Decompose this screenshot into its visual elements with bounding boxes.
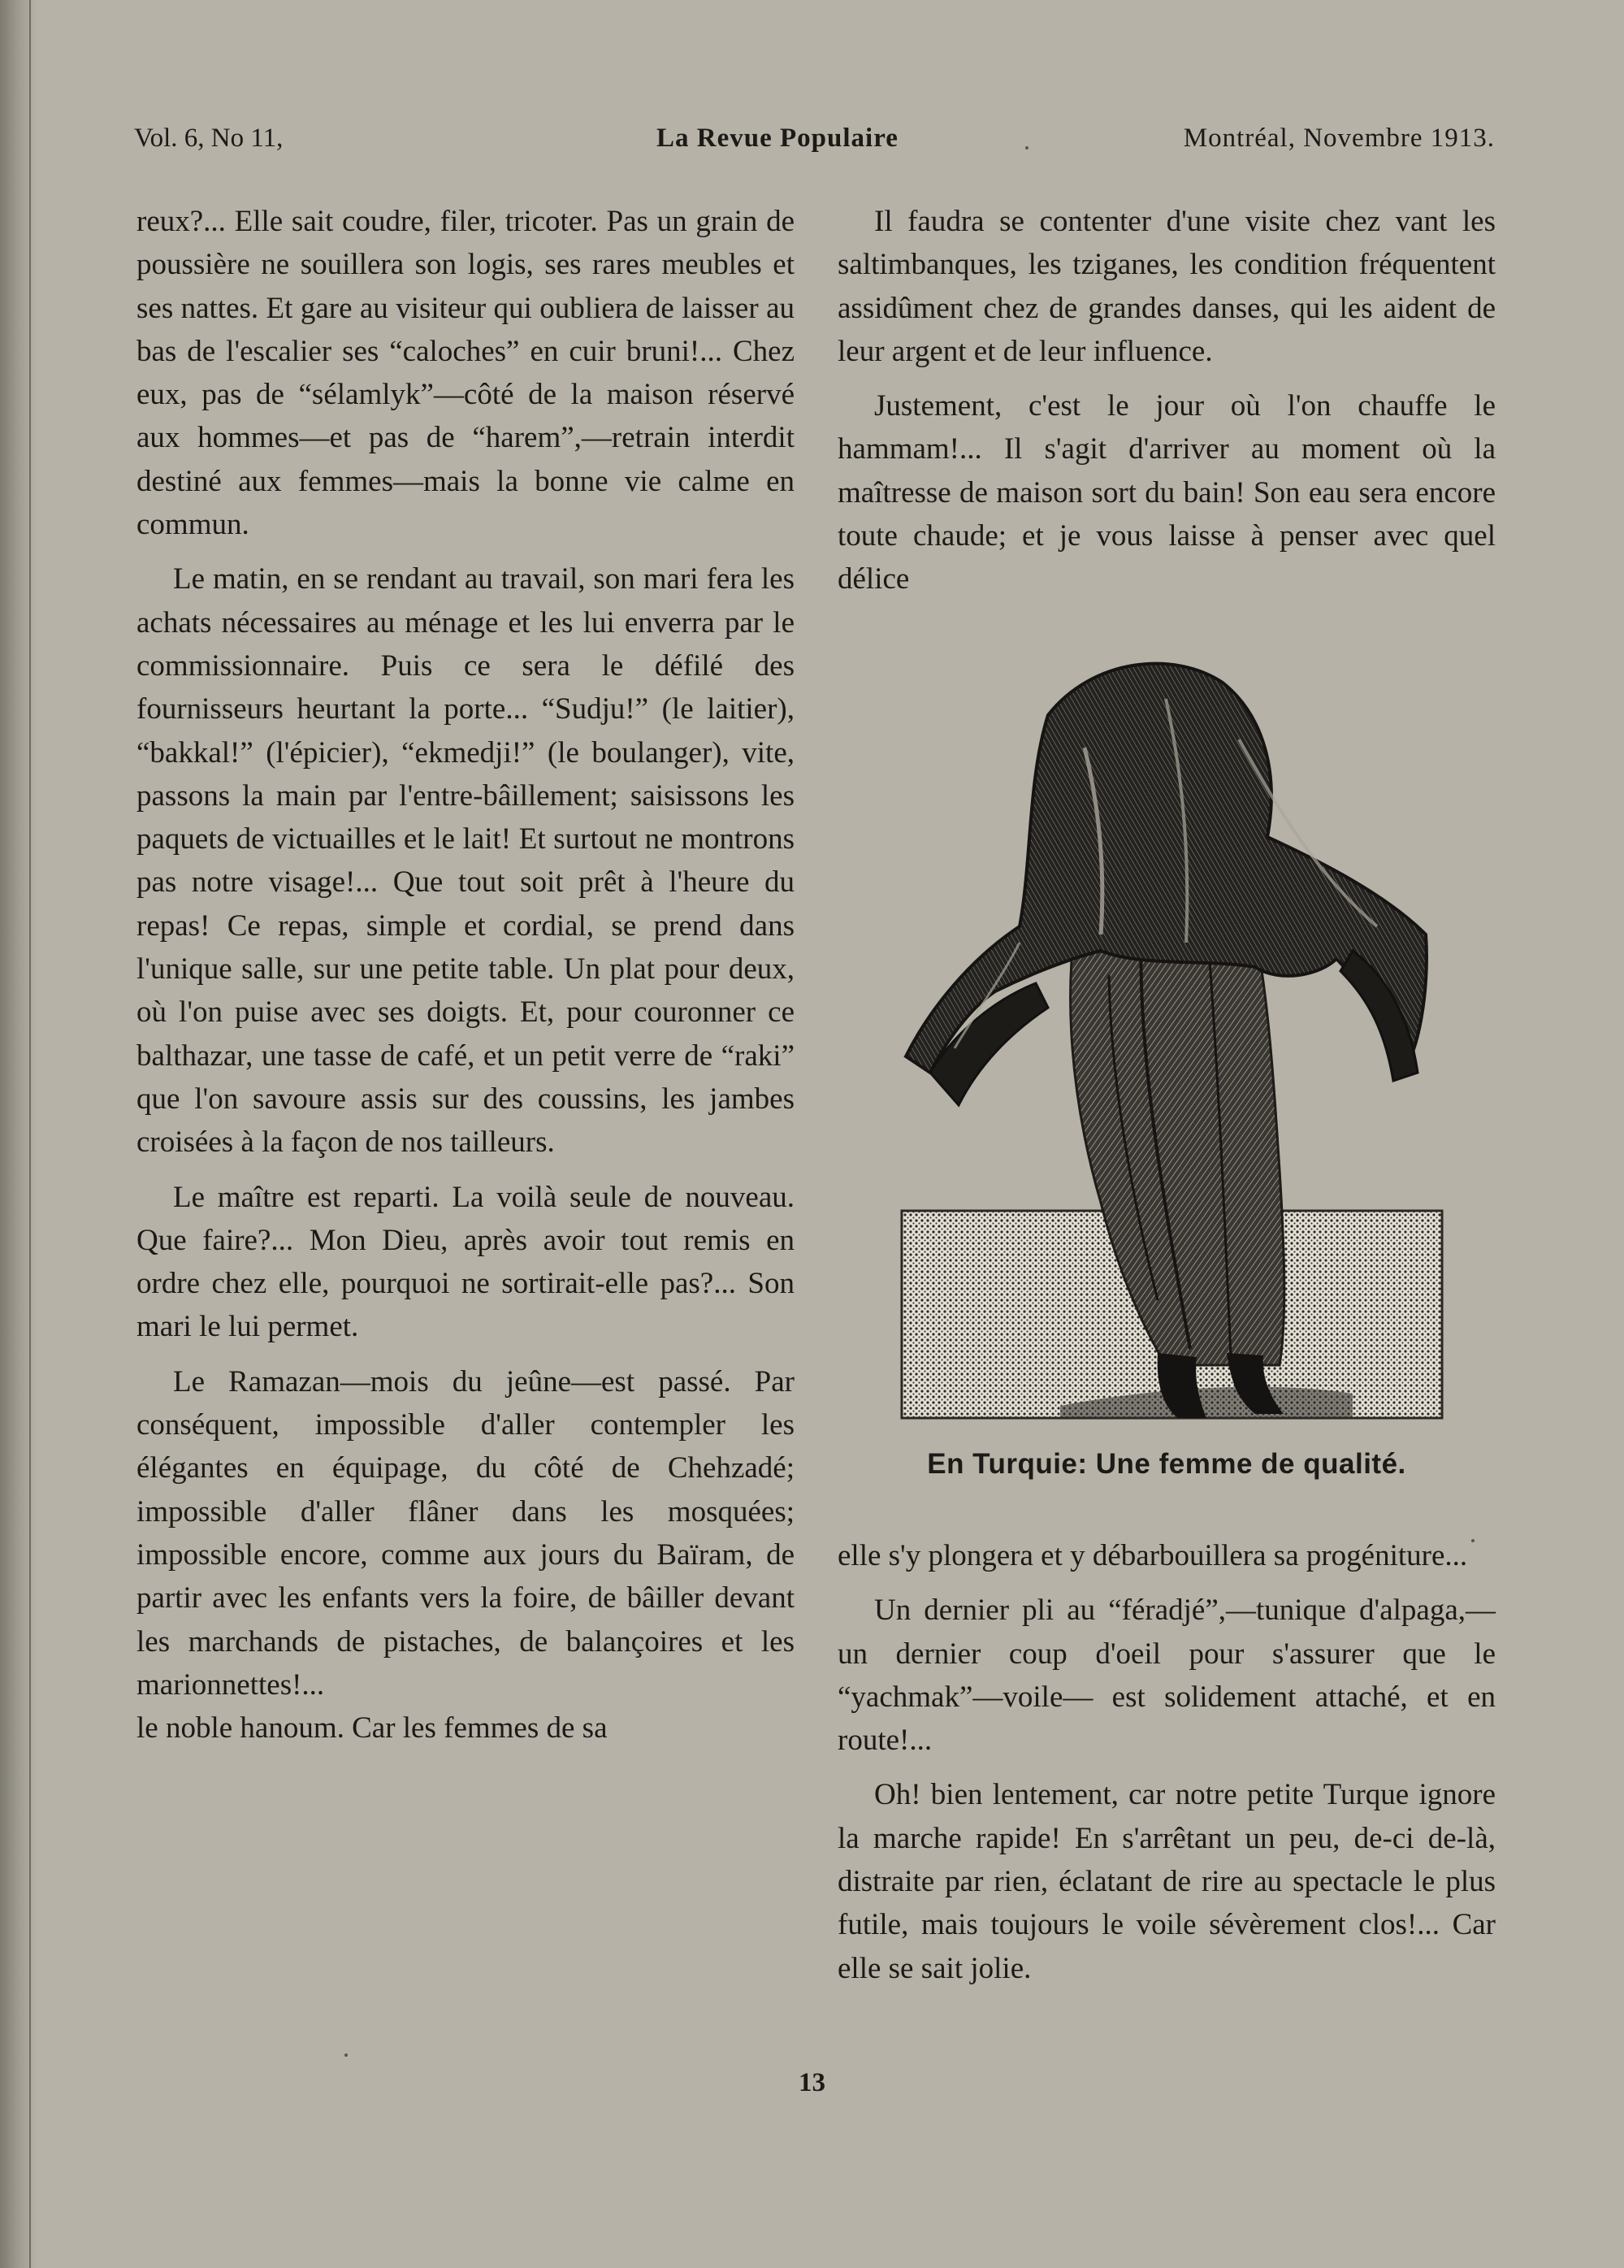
page-number: 13	[799, 2068, 825, 2097]
print-speck	[344, 2053, 348, 2057]
illustration-veiled-woman	[898, 650, 1446, 1426]
publication-title: La Revue Populaire	[656, 124, 899, 153]
page-binding-edge	[0, 0, 37, 2268]
right-paragraph-5: Oh! bien lentement, car notre petite Turque ignore la marche rapide! En s'arrêtant un peu, de-ci de-là, distraite par rien, éclatant de rire au spectacle le plus futile, mais toujours le voile sévèrement clos!... Car elle se sait jolie.	[838, 1778, 1496, 1985]
print-speck	[1025, 146, 1029, 150]
left-paragraph-2: Le matin, en se rendant au travail, son mari fera les achats nécessaires au ménage et les lui enverra par le commissionnaire. Puis ce sera le défilé des fournisseurs heurtant la porte... “Sudju!” (le laitier), “bakkal!” (l'épicier), “ekmedji!” (le boulanger), vite, passons la main par l'entre-bâillement; saisissons les paquets de victuailles et le lait! Et surtout ne montrons pas notre visage!... Que tout soit prêt à l'heure du repas! Ce repas, simple et cordial, se prend dans l'unique salle, sur une petite table. Un plat pour deux, où l'on puise avec ses doigts. Et, pour couronner ce balthazar, une tasse de café, et un petit verre de “raki” que l'on savoure assis sur des coussins, les jambes croisées à la façon de nos tailleurs.	[136, 562, 795, 1160]
left-column	[136, 200, 795, 1750]
left-paragraph-5: le noble hanoum. Car les femmes de sa	[136, 1711, 608, 1745]
volume-number: Vol. 6, No 11,	[134, 124, 284, 153]
right-column-bottom	[838, 1534, 1496, 1990]
left-paragraph-1: reux?... Elle sait coudre, filer, tricoter. Pas un grain de poussière ne souillera son logis, ses rares meubles et ses nattes. Et gare au visiteur qui oubliera de laisser au bas de l'escalier ses “caloches” en cuir bruni!... Chez eux, pas de “sélamlyk”—côté de la maison réservé aux hommes—et pas de “harem”,—retrain interdit destiné aux femmes—mais la bonne vie calme en commun.	[136, 205, 795, 542]
place-date: Montréal, Novembre 1913.	[1183, 124, 1495, 153]
illustration-drawing	[898, 650, 1446, 1426]
print-speck	[1471, 1539, 1475, 1542]
right-paragraph-3: elle s'y plongera et y débarbouillera sa progéniture...	[838, 1539, 1468, 1572]
left-paragraph-4: Le Ramazan—mois du jeûne—est passé. Par conséquent, impossible d'aller contempler les élégantes en équipage, du côté de Chehzadé; impossible d'aller flâner dans les mosquées; impossible encore, comme aux jours du Baïram, de partir avec les enfants vers la foire, de bâiller devant les marchands de pistaches, de balançoires et les marionnettes!...	[136, 1364, 795, 1702]
right-paragraph-1: Il faudra se contenter d'une visite chez vant les saltimbanques, les tziganes, les condition fréquentent assidûment chez de grandes danses, qui les aident de leur argent et de leur influence.	[838, 205, 1496, 368]
right-paragraph-2: Justement, c'est le jour où l'on chauffe le hammam!... Il s'agit d'arriver au moment où la maîtresse de maison sort du bain! Son eau sera encore toute chaude; et je vous laisse à penser avec quel délice	[838, 389, 1496, 596]
illustration-caption: En Turquie: Une femme de qualité.	[927, 1448, 1406, 1480]
left-paragraph-3: Le maître est reparti. La voilà seule de nouveau. Que faire?... Mon Dieu, après avoir tout remis en ordre chez elle, pourquoi ne sortirait-elle pas?... Son mari le lui permet.	[136, 1180, 795, 1344]
right-paragraph-4: Un dernier pli au “féradjé”,—tunique d'alpaga,— un dernier coup d'oeil pour s'assurer que le “yachmak”—voile— est solidement attaché, et en route!...	[838, 1594, 1496, 1758]
right-column-top	[838, 200, 1496, 601]
running-header	[134, 124, 1495, 164]
